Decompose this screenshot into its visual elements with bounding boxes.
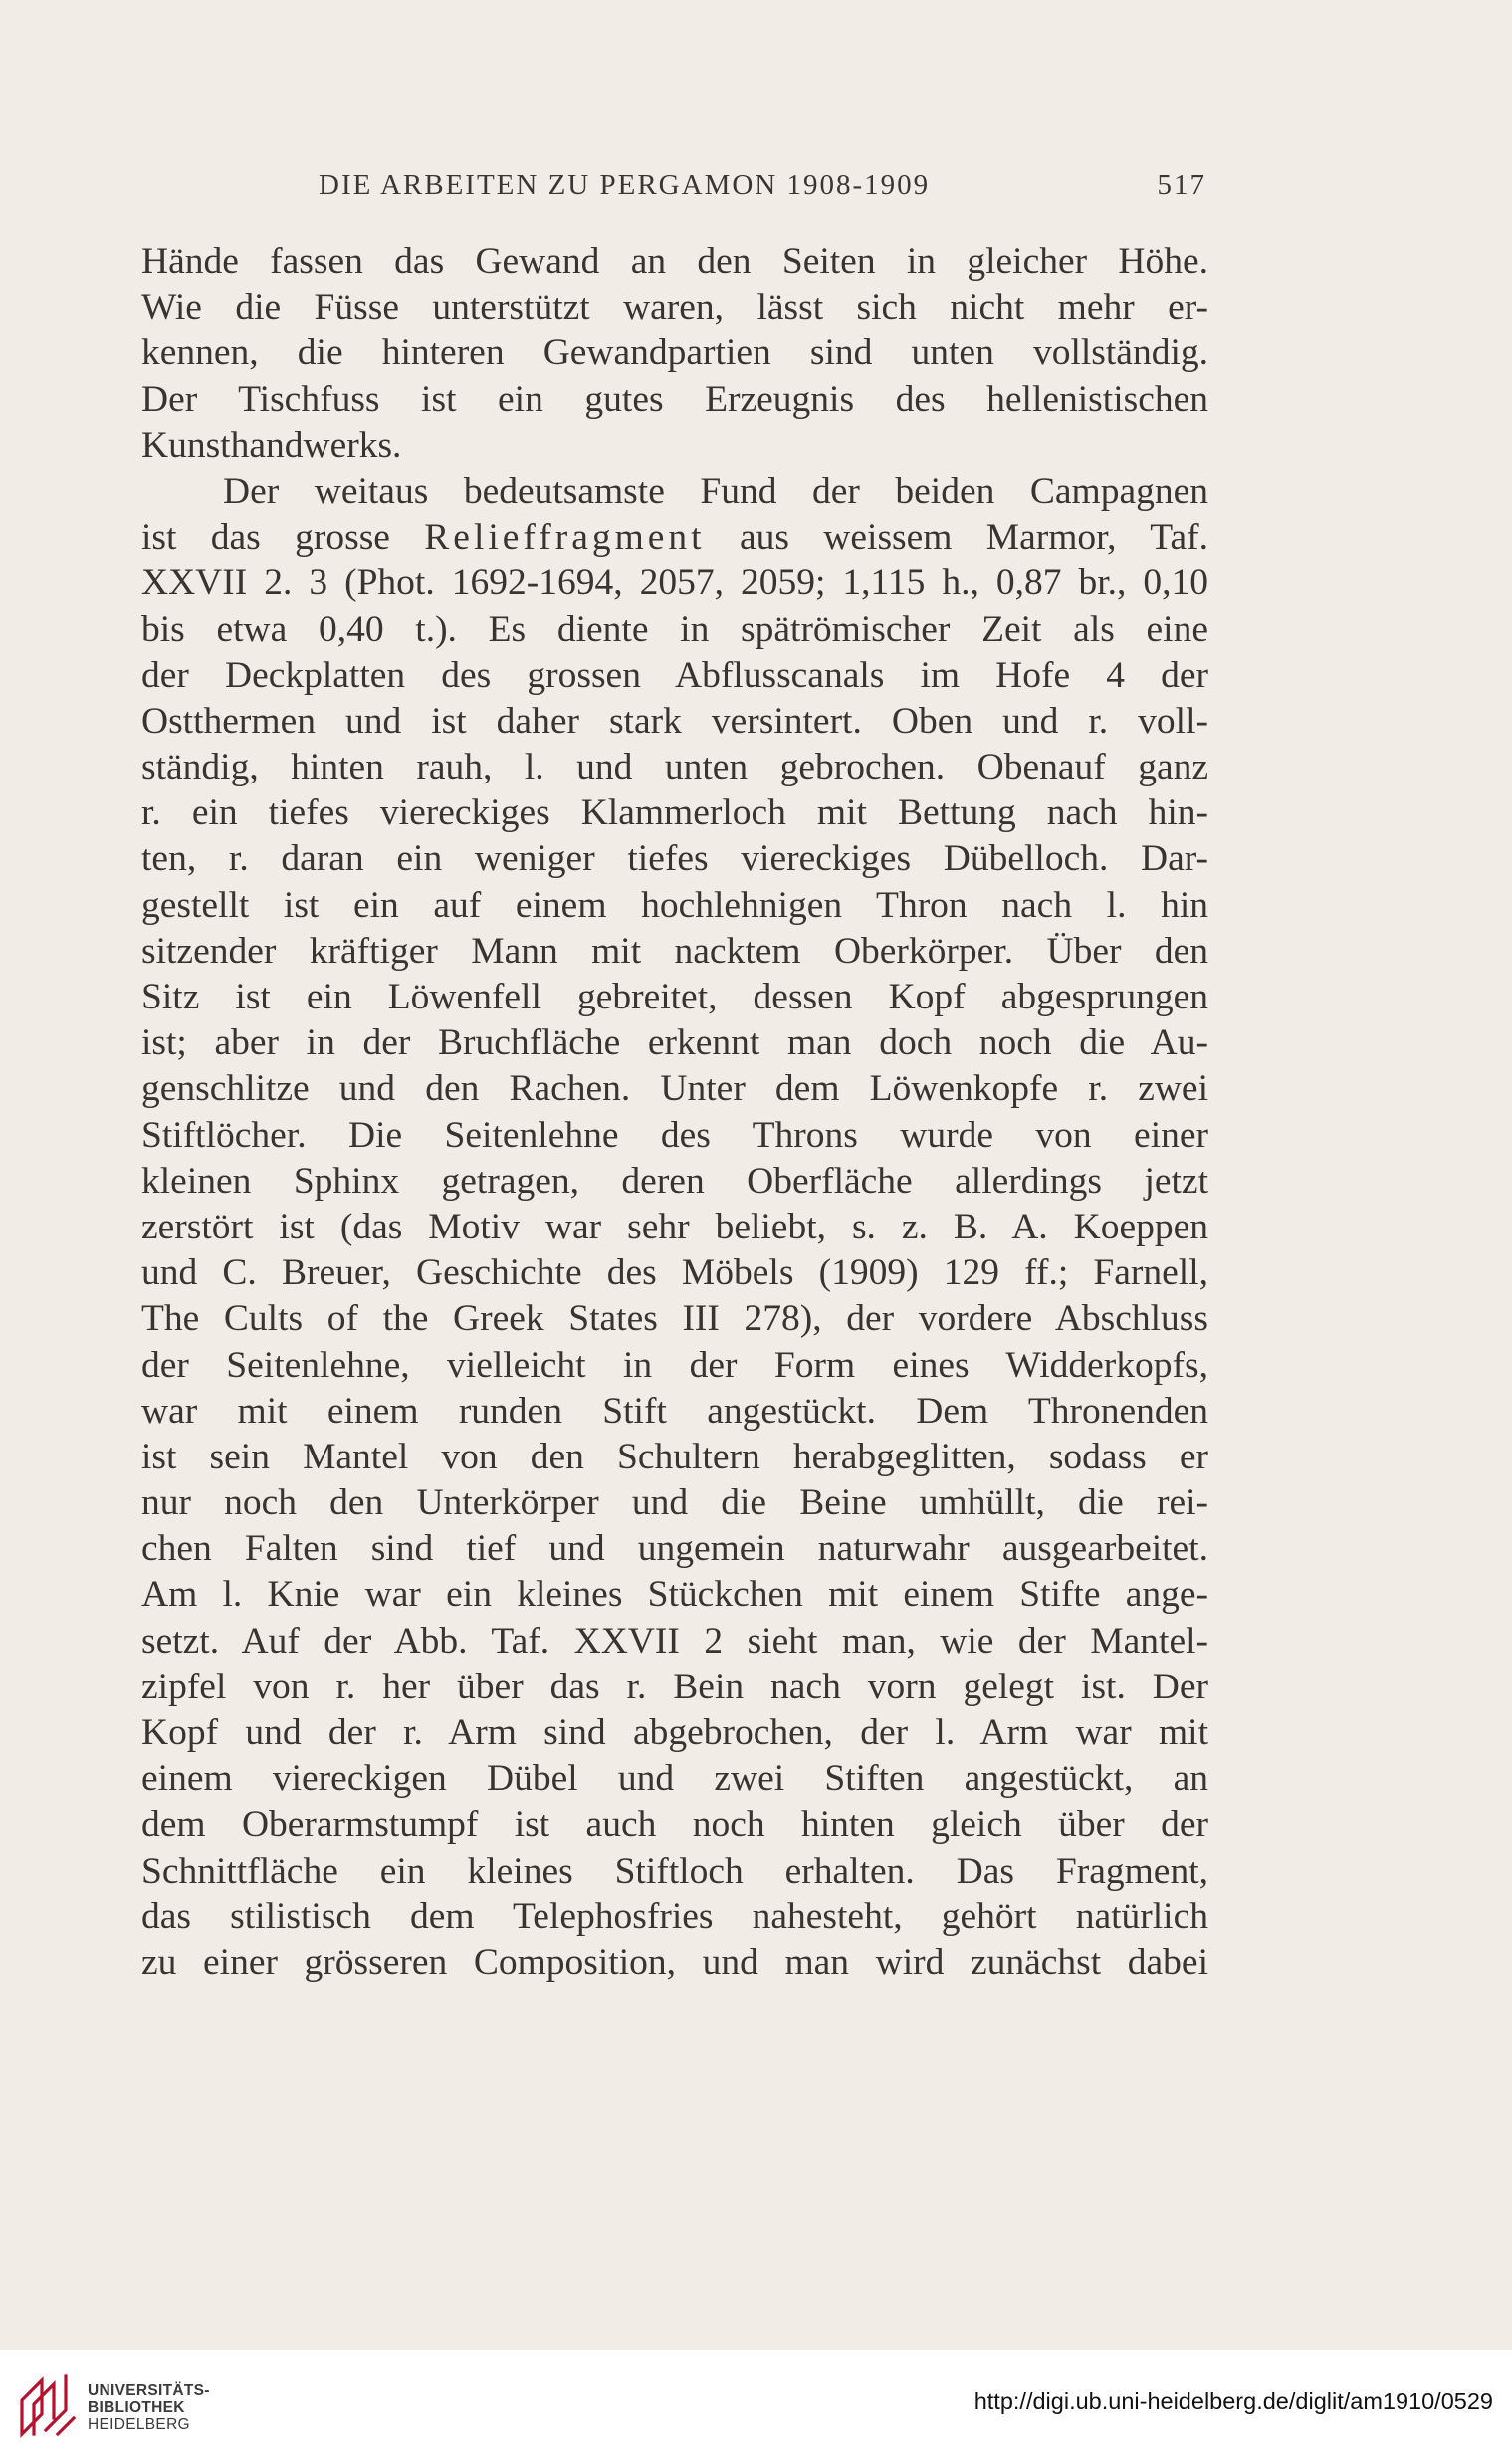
text-line: Der Tischfuss ist ein gutes Erzeugnis des hellenistischen bbox=[141, 378, 1208, 420]
library-name-line: UNIVERSITÄTS- bbox=[88, 2382, 210, 2399]
text-line: ständig, hinten rauh, l. und unten gebrochen. Obenauf ganz bbox=[141, 747, 1208, 788]
running-title: DIE ARBEITEN ZU PERGAMON 1908-1909 bbox=[319, 169, 931, 201]
text-line: Ostthermen und ist daher stark versintert. Oben und r. voll- bbox=[141, 700, 1208, 742]
text-line: Sitz ist ein Löwenfell gebreitet, dessen Kopf abgesprungen bbox=[141, 977, 1208, 1017]
text-line: Kunsthandwerks. bbox=[141, 424, 402, 466]
text-line: Schnittfläche ein kleines Stiftloch erhalten. Das Fragment, bbox=[141, 1850, 1208, 1892]
text-line: kleinen Sphinx getragen, deren Oberfläche allerdings jetzt bbox=[141, 1160, 1208, 1202]
text-line: nur noch den Unterkörper und die Beine umhüllt, die rei- bbox=[141, 1482, 1208, 1524]
text-line: zerstört ist (das Motiv war sehr beliebt, s. z. B. A. Koeppen bbox=[141, 1206, 1208, 1247]
text-line: XXVII 2. 3 (Phot. 1692-1694, 2057, 2059; 1,115 h., 0,87 br., 0,10 bbox=[141, 562, 1208, 604]
text-line: Am l. Knie war ein kleines Stückchen mit einem Stifte ange- bbox=[141, 1574, 1208, 1616]
emphasized-term: Relieffragment bbox=[424, 517, 706, 559]
text-line: r. ein tiefes viereckiges Klammerloch mit Bettung nach hin- bbox=[141, 792, 1208, 834]
text-line: ist; aber in der Bruchfläche erkennt man doch noch die Au- bbox=[141, 1022, 1208, 1064]
ub-heidelberg-logo-icon bbox=[16, 2370, 78, 2438]
page-number: 517 bbox=[1157, 169, 1206, 201]
text-line: bis etwa 0,40 t.). Es diente in spätrömischer Zeit als eine bbox=[141, 608, 1208, 650]
text-fragment: aus weissem Marmor, Taf. bbox=[739, 517, 1209, 559]
library-name bbox=[88, 2382, 210, 2433]
text-line: der Deckplatten des grossen Abflusscanals im Hofe 4 der bbox=[141, 654, 1208, 696]
text-line: zipfel von r. her über das r. Bein nach vorn gelegt ist. Der bbox=[141, 1666, 1208, 1707]
text-line: Hände fassen das Gewand an den Seiten in gleicher Höhe. bbox=[141, 241, 1208, 282]
text-line: war mit einem runden Stift angestückt. Dem Thronenden bbox=[141, 1390, 1208, 1432]
text-line: Kopf und der r. Arm sind abgebrochen, der l. Arm war mit bbox=[141, 1712, 1208, 1753]
text-line: und C. Breuer, Geschichte des Möbels (1909) 129 ff.; Farnell, bbox=[141, 1252, 1208, 1294]
text-line: setzt. Auf der Abb. Taf. XXVII 2 sieht man, wie der Mantel- bbox=[141, 1620, 1208, 1662]
text-line: sitzender kräftiger Mann mit nacktem Oberkörper. Über den bbox=[141, 930, 1208, 972]
library-name-line: BIBLIOTHEK bbox=[88, 2399, 185, 2416]
text-line: das stilistisch dem Telephosfries nahesteht, gehört natürlich bbox=[141, 1896, 1208, 1937]
page-header bbox=[141, 169, 1206, 213]
text-line-with-emphasis bbox=[141, 515, 1208, 560]
text-line: ten, r. daran ein weniger tiefes viereckiges Dübelloch. Dar- bbox=[141, 838, 1208, 880]
text-line: The Cults of the Greek States III 278), der vordere Abschluss bbox=[141, 1298, 1208, 1340]
text-fragment: ist das grosse bbox=[141, 517, 390, 559]
digitization-footer bbox=[0, 2350, 1512, 2462]
text-line: der Seitenlehne, vielleicht in der Form eines Widderkopfs, bbox=[141, 1344, 1208, 1386]
text-line: Wie die Füsse unterstützt waren, lässt sich nicht mehr er- bbox=[141, 287, 1208, 329]
text-line: kennen, die hinteren Gewandpartien sind unten vollständig. bbox=[141, 333, 1208, 374]
text-line: gestellt ist ein auf einem hochlehnigen Thron nach l. hin bbox=[141, 884, 1208, 926]
text-line: Der weitaus bedeutsamste Fund der beiden Campagnen bbox=[223, 470, 1208, 512]
text-line: zu einer grösseren Composition, und man wird zunächst dabei bbox=[141, 1941, 1208, 1983]
text-line: dem Oberarmstumpf ist auch noch hinten gleich über der bbox=[141, 1804, 1208, 1846]
body-text bbox=[141, 239, 1208, 1986]
text-line: ist sein Mantel von den Schultern herabgeglitten, sodass er bbox=[141, 1436, 1208, 1477]
text-line: genschlitze und den Rachen. Unter dem Löwenkopfe r. zwei bbox=[141, 1068, 1208, 1110]
permalink-url[interactable]: http://digi.ub.uni-heidelberg.de/diglit/am1910/0529 bbox=[973, 2388, 1493, 2414]
text-line: einem viereckigen Dübel und zwei Stiften angestückt, an bbox=[141, 1758, 1208, 1800]
text-line: Stiftlöcher. Die Seitenlehne des Throns wurde von einer bbox=[141, 1114, 1208, 1156]
text-line: chen Falten sind tief und ungemein naturwahr ausgearbeitet. bbox=[141, 1528, 1208, 1570]
library-name-line: HEIDELBERG bbox=[88, 2416, 190, 2433]
